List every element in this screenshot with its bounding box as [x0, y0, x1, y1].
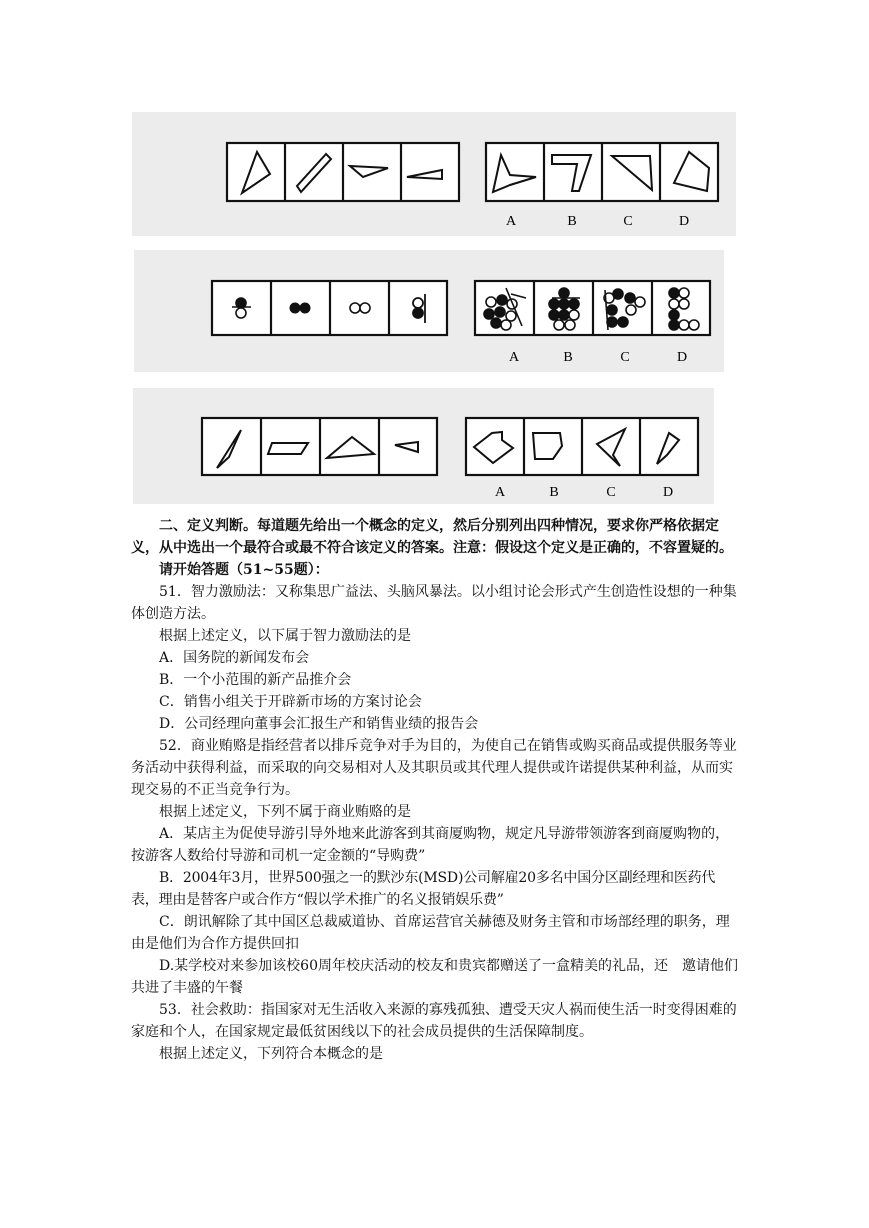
question-48-option-label-b: B: [567, 214, 577, 229]
question-51-option-b: B．一个小范围的新产品推介会: [159, 672, 352, 688]
question-52-option-a: A．某店主为促使导游引导外地来此游客到其商厦购物，规定凡导游带领游客到商厦购物的，按游客人数给付导游和司机一定金额的“导购费”: [131, 826, 730, 864]
question-52-option-b: B．2004年3月，世界500强之一的默沙东(MSD)公司解雇20多名中国分区副经理和医药代表，理由是替客户或合作方“假以学术推广的名义报销娱乐费”: [131, 870, 716, 908]
question-51-option-d: D．公司经理向董事会汇报生产和销售业绩的报告会: [159, 716, 479, 732]
section-text: [131, 515, 741, 1065]
question-53-definition: 53．社会救助：指国家对无生活收入来源的寡残孤独、遭受天灾人祸而使生活一时变得困难的家庭和个人，在国家规定最低贫困线以下的社会成员提供的生活保障制度。: [131, 1002, 737, 1040]
question-49-figure: [134, 250, 724, 372]
section-instructions: 二、定义判断。每道题先给出一个概念的定义，然后分别列出四种情况，要求你严格依据定义，从中选出一个最符合或最不符合该定义的答案。注意：假设这个定义是正确的，不容置疑的。: [131, 518, 733, 556]
question-48-option-label-c: C: [623, 214, 633, 229]
question-50-figure: [133, 388, 714, 504]
question-51-prompt: 根据上述定义，以下属于智力激励法的是: [159, 628, 411, 644]
question-51-option-a: A．国务院的新闻发布会: [159, 650, 310, 666]
question-51-option-c: C．销售小组关于开辟新市场的方案讨论会: [159, 694, 422, 710]
question-51-definition: 51．智力激励法：又称集思广益法、头脑风暴法。以小组讨论会形式产生创造性设想的一种集体创造方法。: [131, 584, 737, 622]
question-49-option-label-d: D: [676, 350, 688, 365]
question-49-option-label-a: A: [508, 350, 520, 365]
section-start: 请开始答题（51~55题）：: [159, 562, 329, 578]
question-52-prompt: 根据上述定义，下列不属于商业贿赂的是: [159, 804, 411, 820]
question-48-option-label-a: A: [505, 214, 517, 229]
question-49-option-label-b: B: [563, 350, 573, 365]
question-50-option-label-d: D: [662, 485, 674, 500]
question-52-option-d: D.某学校对来参加该校60周年校庆活动的校友和贵宾都赠送了一盒精美的礼品，还 邀请他们共进了丰盛的午餐: [131, 958, 738, 996]
question-50-option-label-b: B: [549, 485, 559, 500]
question-53-prompt: 根据上述定义，下列符合本概念的是: [159, 1046, 383, 1062]
question-48-option-label-d: D: [678, 214, 690, 229]
question-52-option-c: C．朗讯解除了其中国区总裁威道协、首席运营官关赫德及财务主管和市场部经理的职务，理由是他们为合作方提供回扣: [131, 914, 730, 952]
question-50-option-label-c: C: [606, 485, 616, 500]
question-52-definition: 52．商业贿赂是指经营者以排斥竞争对手为目的，为使自己在销售或购买商品或提供服务等业务活动中获得利益，而采取的向交易相对人及其职员或其代理人提供或许诺提供某种利益，从而实现交易的不正当竞争行为。: [131, 738, 737, 798]
question-50-option-label-a: A: [494, 485, 506, 500]
question-49-option-label-c: C: [620, 350, 630, 365]
question-48-figure: [132, 112, 736, 236]
